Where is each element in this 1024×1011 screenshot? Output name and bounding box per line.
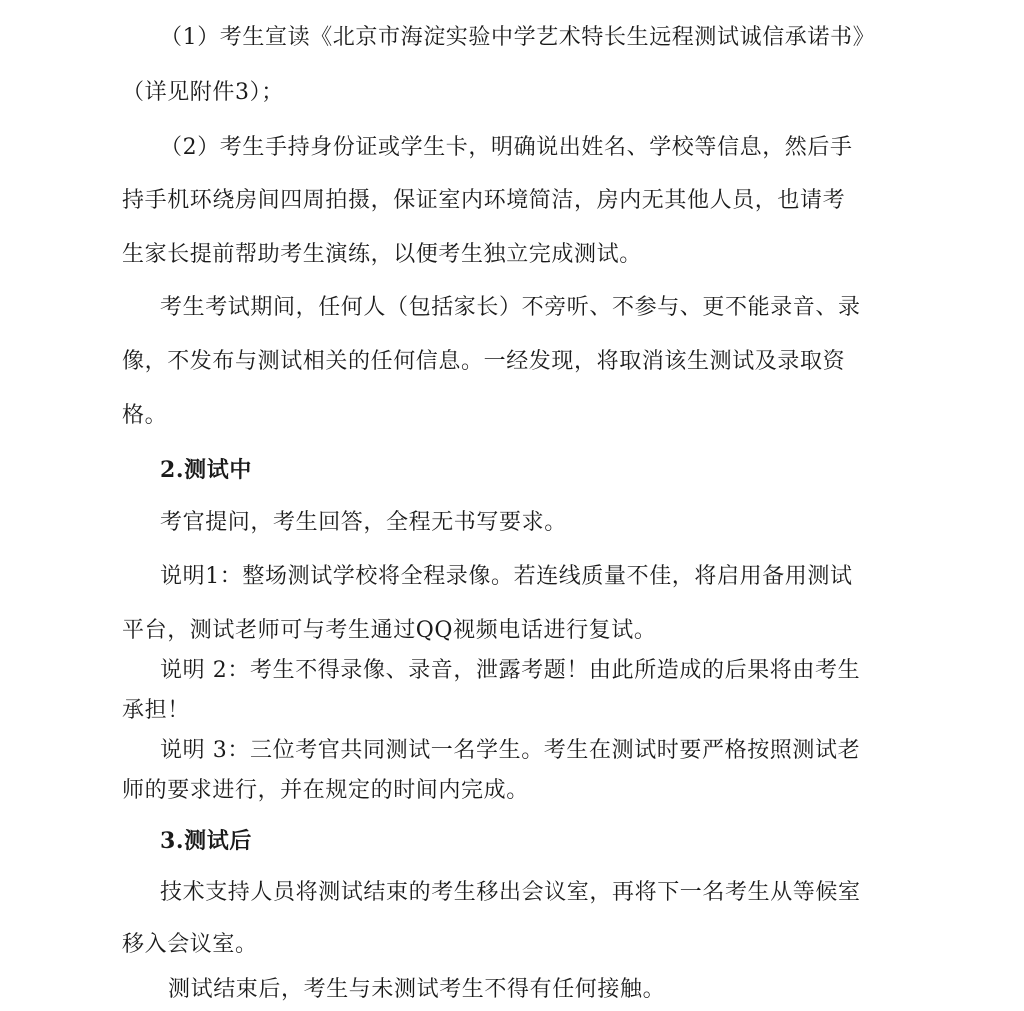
para1-line2: （详见附件3）； <box>122 80 284 105</box>
para5-line2: 移入会议室。 <box>122 932 258 957</box>
para2-line1: （2）考生手持身份证或学生卡，明确说出姓名、学校等信息，然后手 <box>160 135 853 160</box>
note3-line2: 师的要求进行，并在规定的时间内完成。 <box>122 778 529 803</box>
para2-line3: 生家长提前帮助考生演练，以便考生独立完成测试。 <box>122 242 642 267</box>
para6: 测试结束后，考生与未测试考生不得有任何接触。 <box>168 977 666 1002</box>
para3-line2: 像，不发布与测试相关的任何信息。一经发现，将取消该生测试及录取资 <box>122 349 846 374</box>
para5-line1: 技术支持人员将测试结束的考生移出会议室，再将下一名考生从等候室 <box>160 880 861 905</box>
note1-line1: 说明1：整场测试学校将全程录像。若连线质量不佳，将启用备用测试 <box>160 564 853 589</box>
note1-line2: 平台，测试老师可与考生通过QQ视频电话进行复试。 <box>122 618 657 643</box>
para3-line3: 格。 <box>122 403 168 428</box>
heading-during-test: 2.测试中 <box>160 457 252 483</box>
heading-after-test: 3.测试后 <box>160 828 252 854</box>
note2-line1: 说明 2：考生不得录像、录音，泄露考题！由此所造成的后果将由考生 <box>160 658 861 683</box>
note2-line2: 承担！ <box>122 698 190 723</box>
note3-line1: 说明 3：三位考官共同测试一名学生。考生在测试时要严格按照测试老 <box>160 738 861 763</box>
para1-line1: （1）考生宣读《北京市海淀实验中学艺术特长生远程测试诚信承诺书》 <box>160 25 876 50</box>
para3-line1: 考生考试期间，任何人（包括家长）不旁听、不参与、更不能录音、录 <box>160 295 861 320</box>
para2-line2: 持手机环绕房间四周拍摄，保证室内环境简洁，房内无其他人员，也请考 <box>122 188 846 213</box>
para4: 考官提问，考生回答，全程无书写要求。 <box>160 510 567 535</box>
